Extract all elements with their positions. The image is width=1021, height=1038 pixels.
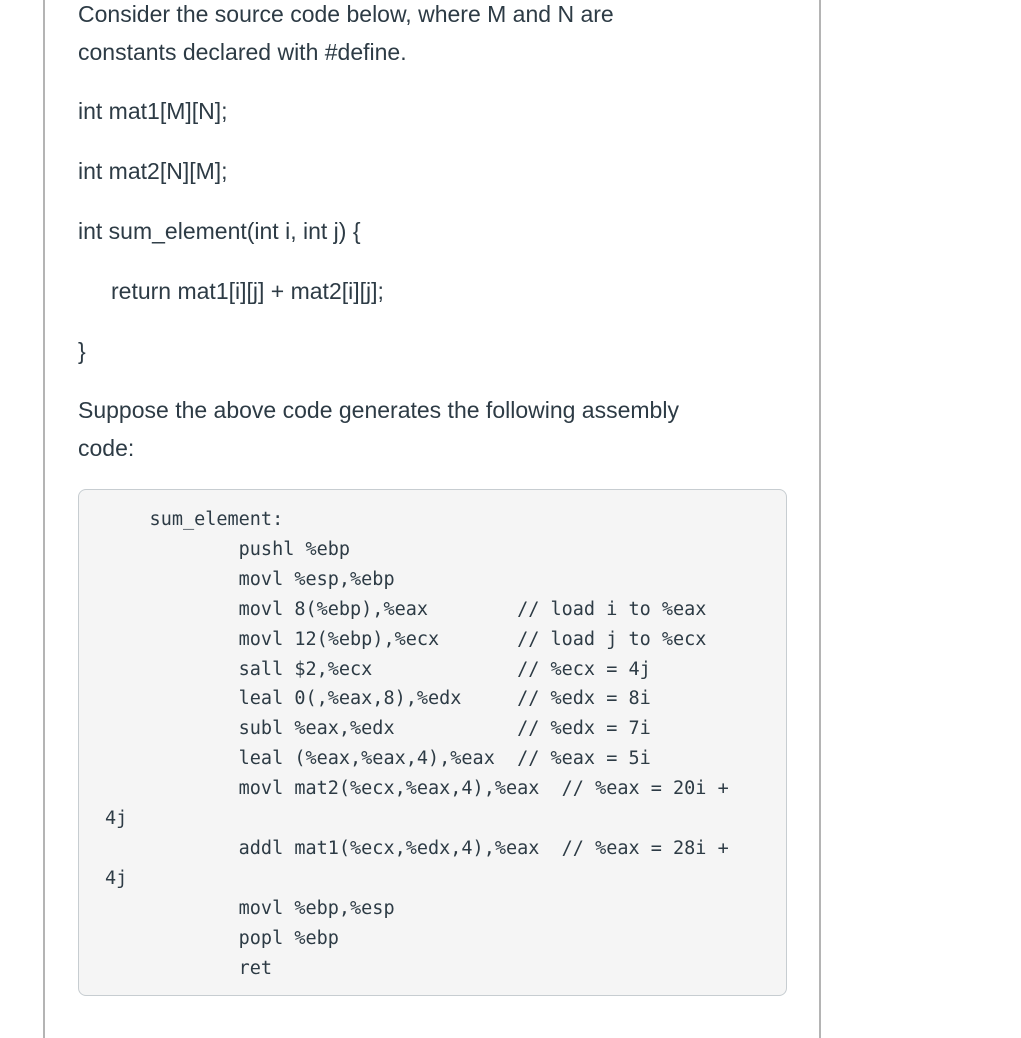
assembly-intro-line-1: Suppose the above code generates the following assembly [78,397,679,423]
asm-line: movl 8(%ebp),%eax // load i to %eax [105,598,707,620]
asm-line: sall $2,%ecx // %ecx = 4j [105,658,651,680]
asm-line: movl %esp,%ebp [105,568,395,590]
function-body: return mat1[i][j] + mat2[i][j]; [111,278,384,304]
intro-line-1: Consider the source code below, where M and N are [78,1,614,27]
asm-line: sum_element: [105,509,284,530]
asm-line: movl %ebp,%esp [105,897,395,919]
asm-line: movl 12(%ebp),%ecx // load j to %ecx [105,628,707,650]
assembly-intro-line-2: code: [78,435,135,461]
asm-line: 4j [105,808,128,830]
asm-line: subl %eax,%edx // %edx = 7i [105,718,651,740]
function-close: } [78,338,86,364]
decl-mat2: int mat2[N][M]; [78,158,228,184]
asm-line: leal 0(,%eax,8),%edx // %edx = 8i [105,688,651,710]
function-signature: int sum_element(int i, int j) { [78,218,361,244]
asm-line: movl mat2(%ecx,%eax,4),%eax // %eax = 20i + [105,778,729,800]
decl-mat1: int mat1[M][N]; [78,98,228,124]
assembly-code-block [78,489,787,996]
asm-line: ret [105,957,273,979]
question-body [78,0,778,71]
asm-line: leal (%eax,%eax,4),%eax // %eax = 5i [105,748,651,770]
asm-line: pushl %ebp [105,538,351,560]
asm-line: popl %ebp [105,927,339,949]
asm-line: addl mat1(%ecx,%edx,4),%eax // %eax = 28i + [105,837,729,859]
intro-line-2: constants declared with #define. [78,39,407,65]
asm-line: 4j [105,867,128,889]
assembly-intro [78,391,778,467]
